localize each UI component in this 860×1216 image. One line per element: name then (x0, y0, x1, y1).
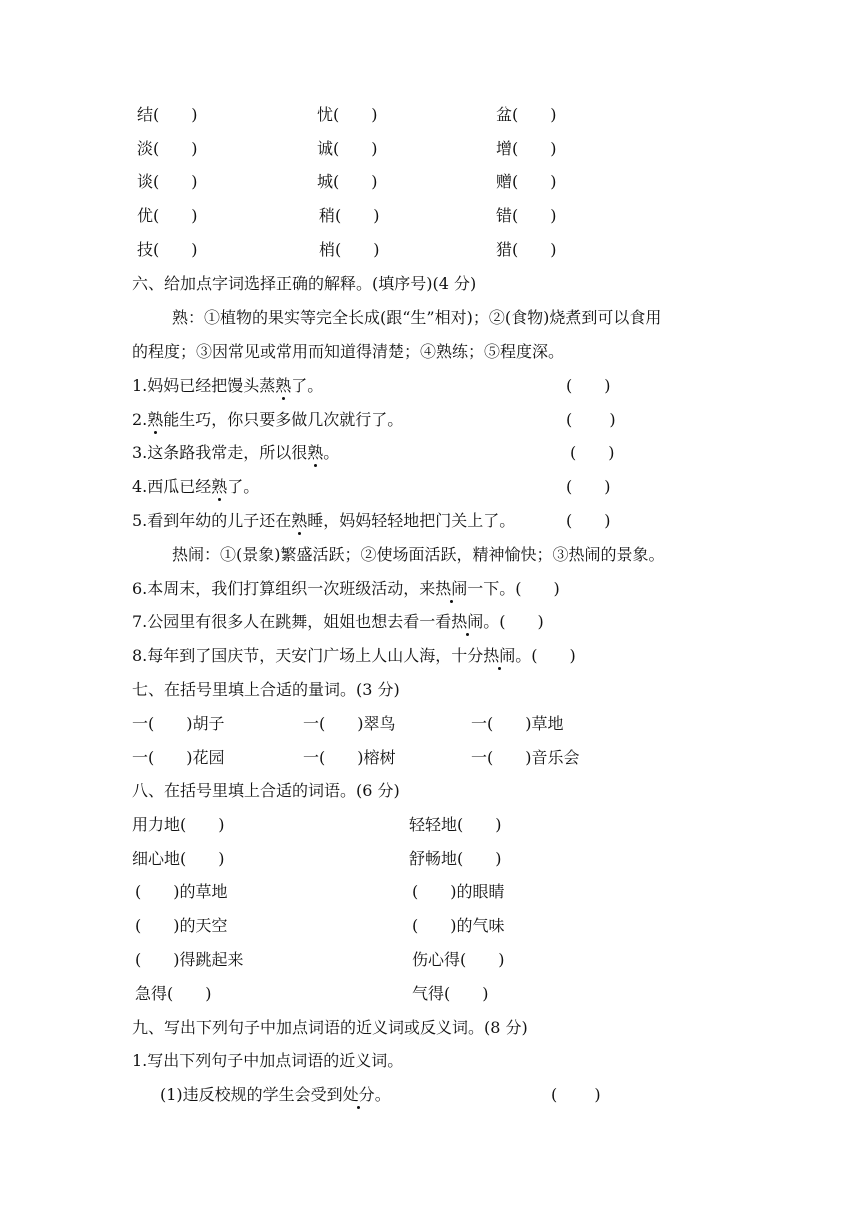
dotted-char: 熟 (211, 477, 228, 496)
question-item: 1.妈妈已经把馒头蒸熟了。 (132, 376, 324, 395)
answer-bracket: ( ) (566, 410, 616, 429)
dotted-word: 处分 (342, 1085, 375, 1104)
answer-bracket: ( ) (566, 511, 611, 530)
dotted-char: 熟 (291, 511, 308, 530)
fill-item: 一( )草地 (471, 714, 564, 733)
definition-text: 的程度；③因常见或常用而知道得清楚；④熟练；⑤程度深。 (132, 342, 565, 361)
char-cell: 优( ) (137, 206, 198, 225)
char-cell: 梢( ) (319, 240, 380, 259)
fill-item: ( )的天空 (135, 916, 228, 935)
dotted-word: 热闹 (435, 579, 468, 598)
char-cell: 淡( ) (137, 139, 198, 158)
char-cell: 忧( ) (317, 105, 378, 124)
section-heading: 六、给加点字词选择正确的解释。(填序号)(4 分) (132, 274, 477, 293)
definition-text: 熟：①植物的果实等完全长成(跟“生”相对)；②(食物)烧煮到可以食用 (172, 308, 662, 327)
char-cell: 城( ) (317, 172, 378, 191)
section-heading: 七、在括号里填上合适的量词。(3 分) (132, 680, 400, 699)
char-cell: 稍( ) (319, 206, 380, 225)
fill-item: 一( )翠鸟 (303, 714, 396, 733)
fill-item: 急得( ) (135, 984, 212, 1003)
char-cell: 谈( ) (137, 172, 198, 191)
dotted-word: 热闹 (451, 612, 484, 631)
fill-item: ( )的草地 (135, 882, 228, 901)
char-cell: 诚( ) (317, 139, 378, 158)
fill-item: 轻轻地( ) (409, 815, 502, 834)
question-item: 3.这条路我常走，所以很熟。 (132, 443, 340, 462)
char-cell: 猎( ) (496, 240, 557, 259)
fill-item: 用力地( ) (132, 815, 225, 834)
char-cell: 赠( ) (496, 172, 557, 191)
fill-item: 一( )榕树 (303, 748, 396, 767)
question-item: 2.熟能生巧，你只要多做几次就行了。 (132, 410, 404, 429)
char-cell: 增( ) (496, 139, 557, 158)
question-item: 6.本周末，我们打算组织一次班级活动，来热闹一下。( ) (132, 579, 560, 598)
section-heading: 九、写出下列句子中加点词语的近义词或反义词。(8 分) (132, 1018, 528, 1037)
char-cell: 错( ) (496, 206, 557, 225)
dotted-char: 熟 (275, 376, 292, 395)
fill-item: 一( )胡子 (132, 714, 225, 733)
char-cell: 结( ) (137, 105, 198, 124)
question-item: 8.每年到了国庆节，天安门广场上人山人海，十分热闹。( ) (132, 646, 576, 665)
question-item: 7.公园里有很多人在跳舞，姐姐也想去看一看热闹。( ) (132, 612, 544, 631)
section-heading: 八、在括号里填上合适的词语。(6 分) (132, 781, 400, 800)
answer-bracket: ( ) (566, 477, 611, 496)
dotted-char: 熟 (147, 410, 164, 429)
fill-item: 细心地( ) (132, 849, 225, 868)
question-item: 5.看到年幼的儿子还在熟睡，妈妈轻轻地把门关上了。 (132, 511, 516, 530)
fill-item: 气得( ) (412, 984, 489, 1003)
question-item: (1)违反校规的学生会受到处分。 (160, 1085, 391, 1104)
definition-text: 热闹：①(景象)繁盛活跃；②使场面活跃，精神愉快；③热闹的景象。 (172, 545, 665, 564)
fill-item: 一( )花园 (132, 748, 225, 767)
answer-bracket: ( ) (566, 376, 611, 395)
answer-bracket: ( ) (570, 443, 615, 462)
answer-bracket: ( ) (551, 1085, 601, 1104)
sub-heading: 1.写出下列句子中加点词语的近义词。 (132, 1051, 404, 1070)
fill-item: 一( )音乐会 (471, 748, 580, 767)
char-cell: 盆( ) (496, 105, 557, 124)
question-item: 4.西瓜已经熟了。 (132, 477, 260, 496)
fill-item: 伤心得( ) (412, 950, 505, 969)
fill-item: ( )得跳起来 (135, 950, 244, 969)
fill-item: ( )的气味 (412, 916, 505, 935)
dotted-word: 热闹 (483, 646, 516, 665)
fill-item: ( )的眼睛 (412, 882, 505, 901)
fill-item: 舒畅地( ) (409, 849, 502, 868)
dotted-char: 熟 (307, 443, 324, 462)
char-cell: 技( ) (137, 240, 198, 259)
